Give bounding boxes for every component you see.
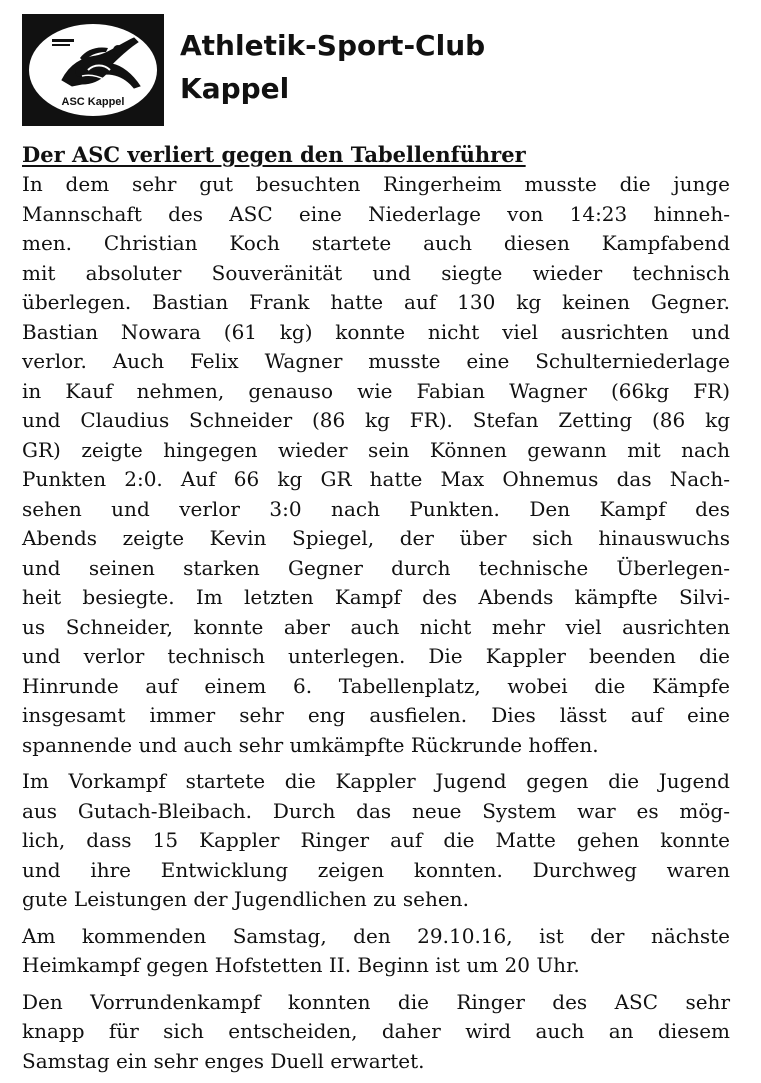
paragraph-line: und ihre Entwicklung zeigen konnten. Durchweg waren: [22, 857, 730, 882]
paragraph-line: Bastian Nowara (61 kg) konnte nicht viel ausrichten und: [22, 319, 730, 344]
article-headline: Der ASC verliert gegen den Tabellenführer: [22, 142, 526, 167]
article: [22, 140, 730, 1083]
logo-text: ASC Kappel: [61, 96, 125, 108]
paragraph-line: GR) zeigte hingegen wieder sein Können gewann mit nach: [22, 437, 730, 462]
paragraph-line: und seinen starken Gegner durch technische Überlegen-: [22, 555, 730, 580]
header: [22, 14, 742, 126]
paragraph-line: us Schneider, konnte aber auch nicht mehr viel ausrichten: [22, 614, 730, 639]
paragraph-line: gute Leistungen der Jugendlichen zu sehen.: [22, 887, 469, 911]
club-name-line1: Athletik-Sport-Club: [180, 29, 486, 62]
paragraph-line: und verlor technisch unterlegen. Die Kappler beenden die: [22, 644, 730, 668]
paragraph-line: mit absoluter Souveränität und siegte wieder technisch: [22, 260, 730, 285]
paragraph-line: Den Vorrundenkampf konnten die Ringer des ASC sehr: [22, 989, 730, 1014]
paragraph-line: in Kauf nehmen, genauso wie Fabian Wagner (66kg FR): [22, 378, 730, 403]
paragraph-line: sehen und verlor 3:0 nach Punkten. Den Kampf des: [22, 496, 730, 521]
logo-graphic: [22, 14, 164, 126]
paragraph-line: Am kommenden Samstag, den 29.10.16, ist der nächste: [22, 923, 730, 948]
paragraph-line: Hinrunde auf einem 6. Tabellenplatz, wobei die Kämpfe: [22, 673, 730, 698]
paragraph-line: aus Gutach-Bleibach. Durch das neue System war es mög-: [22, 798, 730, 823]
paragraph-line: men. Christian Koch startete auch diesen Kampfabend: [22, 231, 730, 255]
article-paragraph: [22, 767, 730, 915]
paragraph-line: knapp für sich entscheiden, daher wird auch an diesem: [22, 1019, 730, 1043]
article-body: [22, 170, 730, 1076]
club-name-line2: Kappel: [180, 72, 290, 105]
paragraph-line: Im Vorkampf startete die Kappler Jugend gegen die Jugend: [22, 769, 730, 793]
article-paragraph: [22, 922, 730, 981]
paragraph-line: spannende und auch sehr umkämpfte Rückrunde hoffen.: [22, 732, 599, 757]
paragraph-line: Abends zeigte Kevin Spiegel, der über sich hinauswuchs: [22, 526, 730, 550]
paragraph-line: Samstag ein sehr enges Duell erwartet.: [22, 1048, 425, 1073]
paragraph-line: Punkten 2:0. Auf 66 kg GR hatte Max Ohnemus das Nach-: [22, 467, 730, 491]
paragraph-line: verlor. Auch Felix Wagner musste eine Schulterniederlage: [22, 349, 730, 373]
paragraph-line: Heimkampf gegen Hofstetten II. Beginn ist um 20 Uhr.: [22, 953, 580, 977]
paragraph-line: lich, dass 15 Kappler Ringer auf die Matte gehen konnte: [22, 828, 730, 852]
paragraph-line: In dem sehr gut besuchten Ringerheim musste die junge: [22, 172, 730, 196]
paragraph-line: überlegen. Bastian Frank hatte auf 130 kg keinen Gegner.: [22, 290, 730, 314]
article-paragraph: [22, 170, 730, 760]
paragraph-line: und Claudius Schneider (86 kg FR). Stefan Zetting (86 kg: [22, 408, 730, 432]
club-name: [180, 24, 485, 110]
article-paragraph: [22, 988, 730, 1077]
paragraph-line: heit besiegte. Im letzten Kampf des Abends kämpfte Silvi-: [22, 585, 730, 609]
paragraph-line: Mannschaft des ASC eine Niederlage von 14:23 hinneh-: [22, 201, 730, 226]
club-logo: [22, 14, 164, 126]
paragraph-line: insgesamt immer sehr eng ausfielen. Dies lässt auf eine: [22, 703, 730, 727]
